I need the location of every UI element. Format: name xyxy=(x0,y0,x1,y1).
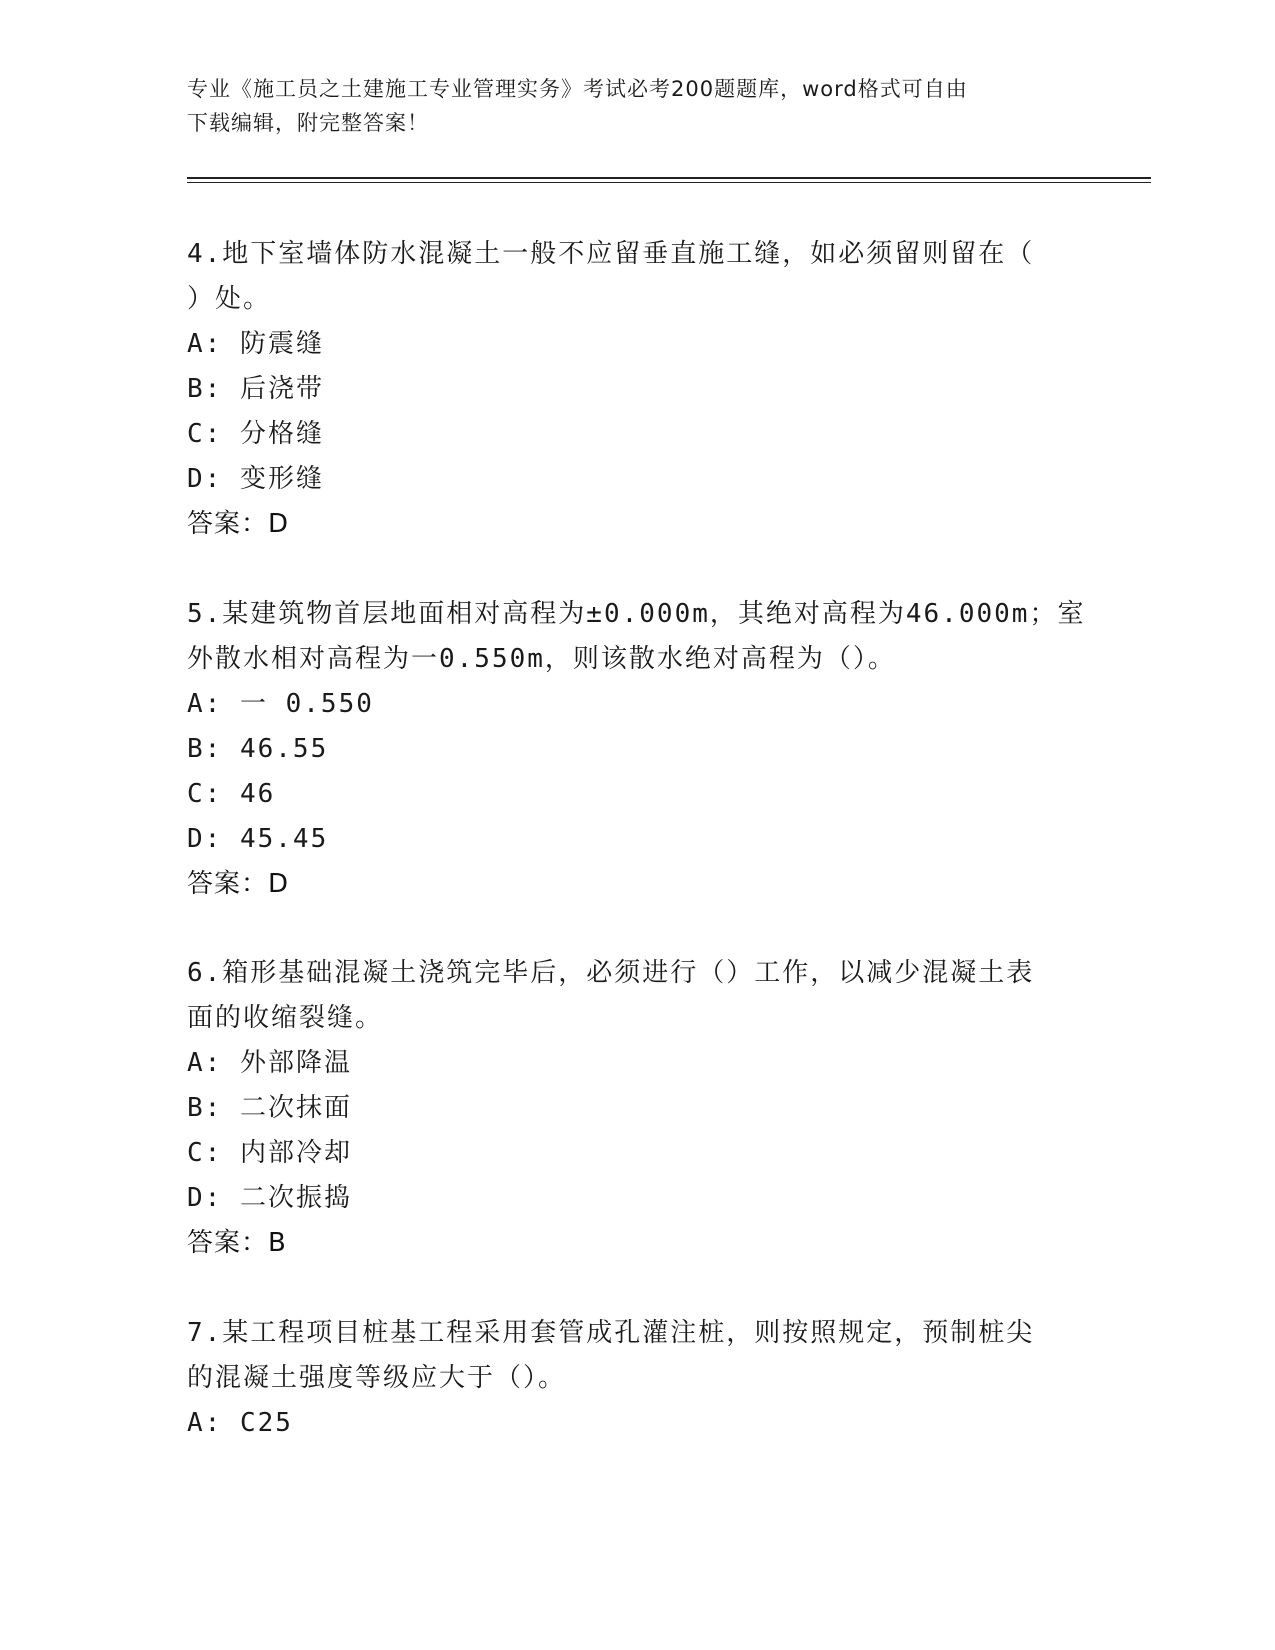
option-d: D: 二次振捣 xyxy=(187,1183,352,1213)
question-stem-line: ）处。 xyxy=(187,284,272,314)
question-stem-line: 6.箱形基础混凝土浇筑完毕后，必须进行（）工作，以减少混凝土表 xyxy=(187,958,1035,988)
header-divider-thin xyxy=(187,182,1151,183)
option-a: A: C25 xyxy=(187,1408,293,1438)
question-6 xyxy=(187,951,1087,1266)
answer: 答案：B xyxy=(187,1228,287,1258)
question-stem-line: 7.某工程项目桩基工程采用套管成孔灌注桩，则按照规定，预制桩尖 xyxy=(187,1318,1035,1348)
question-7 xyxy=(187,1311,1087,1446)
question-5 xyxy=(187,592,1087,907)
question-stem-line: 的混凝土强度等级应大于（）。 xyxy=(187,1363,567,1393)
option-c: C: 内部冷却 xyxy=(187,1138,352,1168)
header-divider-thick xyxy=(187,177,1151,179)
header-line-1: 专业《施工员之土建施工专业管理实务》考试必考200题题库，word格式可自由 xyxy=(187,77,968,101)
question-stem-line: 外散水相对高程为一0.550m，则该散水绝对高程为（）。 xyxy=(187,644,896,674)
option-a: A: 防震缝 xyxy=(187,329,324,359)
header-line-2: 下载编辑，附完整答案！ xyxy=(187,111,429,135)
question-4 xyxy=(187,232,1087,547)
option-a: A: 外部降温 xyxy=(187,1048,352,1078)
question-stem-line: 面的收缩裂缝。 xyxy=(187,1003,384,1033)
option-b: B: 后浇带 xyxy=(187,374,324,404)
option-d: D: 变形缝 xyxy=(187,464,324,494)
option-b: B: 二次抹面 xyxy=(187,1093,352,1123)
option-c: C: 分格缝 xyxy=(187,419,324,449)
question-stem-line: 4.地下室墙体防水混凝土一般不应留垂直施工缝，如必须留则留在（ xyxy=(187,239,1035,269)
question-stem-line: 5.某建筑物首层地面相对高程为±0.000m，其绝对高程为46.000m；室 xyxy=(187,599,1086,629)
option-d: D: 45.45 xyxy=(187,824,329,854)
answer: 答案：D xyxy=(187,509,290,539)
answer: 答案：D xyxy=(187,869,290,899)
option-b: B: 46.55 xyxy=(187,734,329,764)
option-c: C: 46 xyxy=(187,779,276,809)
document-header xyxy=(187,72,1087,140)
option-a: A: 一 0.550 xyxy=(187,689,374,719)
